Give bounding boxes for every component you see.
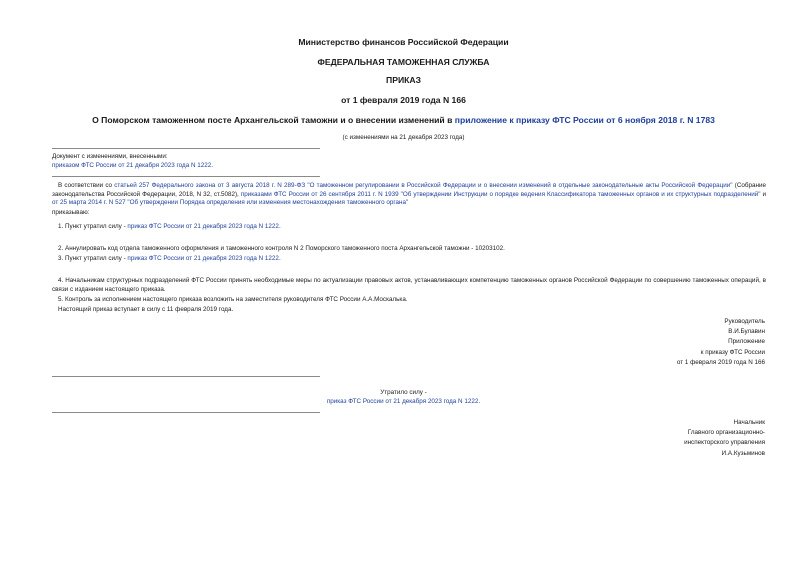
divider <box>52 148 320 149</box>
divider <box>52 412 320 413</box>
lost-force-link[interactable]: приказ ФТС России от 21 декабря 2023 года N 1222 <box>326 398 479 405</box>
doc-date-number: от 1 февраля 2019 года N 166 <box>341 95 466 105</box>
order-link-1939[interactable]: приказами ФТС России от 26 сентября 2011 г. N 1939 "Об утверждении Инструкции о порядке ведения Классификатора таможенных органов и их структурных подразделений" <box>240 190 761 198</box>
preamble-text: В соответствии со <box>58 182 115 189</box>
item-5: 5. Контроль за исполнением настоящего приказа возложить на заместителя руководителя ФТС России А.А.Москалька. <box>58 296 408 303</box>
lost-force <box>0 398 807 407</box>
order-link-527[interactable]: от 25 марта 2014 г. N 527 "Об утверждении Порядка определения или изменения местонахождения таможенного органа" <box>52 199 409 207</box>
appendix-signature <box>684 418 765 459</box>
item-1 <box>58 223 281 232</box>
appendix-date-number: от 1 февраля 2019 года N 166 <box>676 358 765 366</box>
item-text: 1. Пункт утратил силу - <box>58 223 128 230</box>
item-3 <box>58 255 281 264</box>
doc-title <box>0 115 807 125</box>
item-link[interactable]: приказ ФТС России от 21 декабря 2023 года N 1222 <box>127 255 279 262</box>
item-suffix: . <box>278 255 281 262</box>
item-suffix: . <box>278 223 281 230</box>
effective-date: Настоящий приказ вступает в силу с 11 февраля 2019 года. <box>58 306 234 313</box>
item-2: 2. Аннулировать код отдела таможенного оформления и таможенного контроля N 2 Поморского таможенного поста Архангельской таможни - 10203102. <box>58 245 505 252</box>
lost-force-suffix: . <box>478 398 481 405</box>
divider <box>52 176 320 177</box>
preamble-text: (Собрание законодательства Российской Федерации, 2018, N 32, ст.5082), <box>52 182 766 198</box>
ministry-name: Министерство финансов Российской Федерации <box>298 37 509 47</box>
appendix-sign-line3: инспекторского управления <box>684 439 765 447</box>
item-4: 4. Начальникам структурных подразделений ФТС России принять необходимые меры по актуализации правовых актов, устанавливающих компетенцию таможенных органов Российской Федерации по совершению таможенных операций, в связи с изданием настоящего приказа. <box>52 277 766 293</box>
divider <box>52 376 320 377</box>
signature-name: В.И.Булавин <box>728 328 765 336</box>
changes-label: Документ с изменениями, внесенными: <box>52 153 168 160</box>
doc-title-link[interactable]: приложение к приказу ФТС России от 6 ноября 2018 г. N 1783 <box>454 115 715 125</box>
changes-suffix: . <box>211 161 214 169</box>
service-name: ФЕДЕРАЛЬНАЯ ТАМОЖЕННАЯ СЛУЖБА <box>317 57 490 67</box>
item-text: 3. Пункт утратил силу - <box>58 255 128 262</box>
order-word: приказываю: <box>52 209 90 216</box>
changes-link[interactable]: приказом ФТС России от 21 декабря 2023 года N 1222 <box>52 161 212 169</box>
revision-note: (с изменениями на 21 декабря 2023 года) <box>342 134 465 141</box>
signature-title: Руководитель <box>724 318 765 325</box>
doc-type: ПРИКАЗ <box>386 75 421 85</box>
appendix-sign-name: И.А.Кузьминов <box>721 449 765 457</box>
preamble-text: и <box>760 190 766 198</box>
appendix-label: Приложение <box>728 338 765 346</box>
item-link[interactable]: приказ ФТС России от 21 декабря 2023 года N 1222 <box>127 223 279 230</box>
doc-title-text: О Поморском таможенном посте Архангельской таможни и о внесении изменений в <box>92 115 455 125</box>
signature-block <box>677 317 765 368</box>
appendix-to-order: к приказу ФТС России <box>700 348 765 356</box>
lost-force-label: Утратило силу - <box>380 389 427 396</box>
changes-box <box>52 153 352 170</box>
appendix-sign-line1: Начальник <box>733 419 765 426</box>
preamble <box>52 182 766 208</box>
law-link[interactable]: статьей 257 Федерального закона от 3 августа 2018 г. N 289-ФЗ "О таможенном регулировании в Российской Федерации и о внесении изменений в отдельные законодательные акты Российской Федерации" <box>114 182 733 189</box>
appendix-sign-line2: Главного организационно- <box>687 429 765 437</box>
